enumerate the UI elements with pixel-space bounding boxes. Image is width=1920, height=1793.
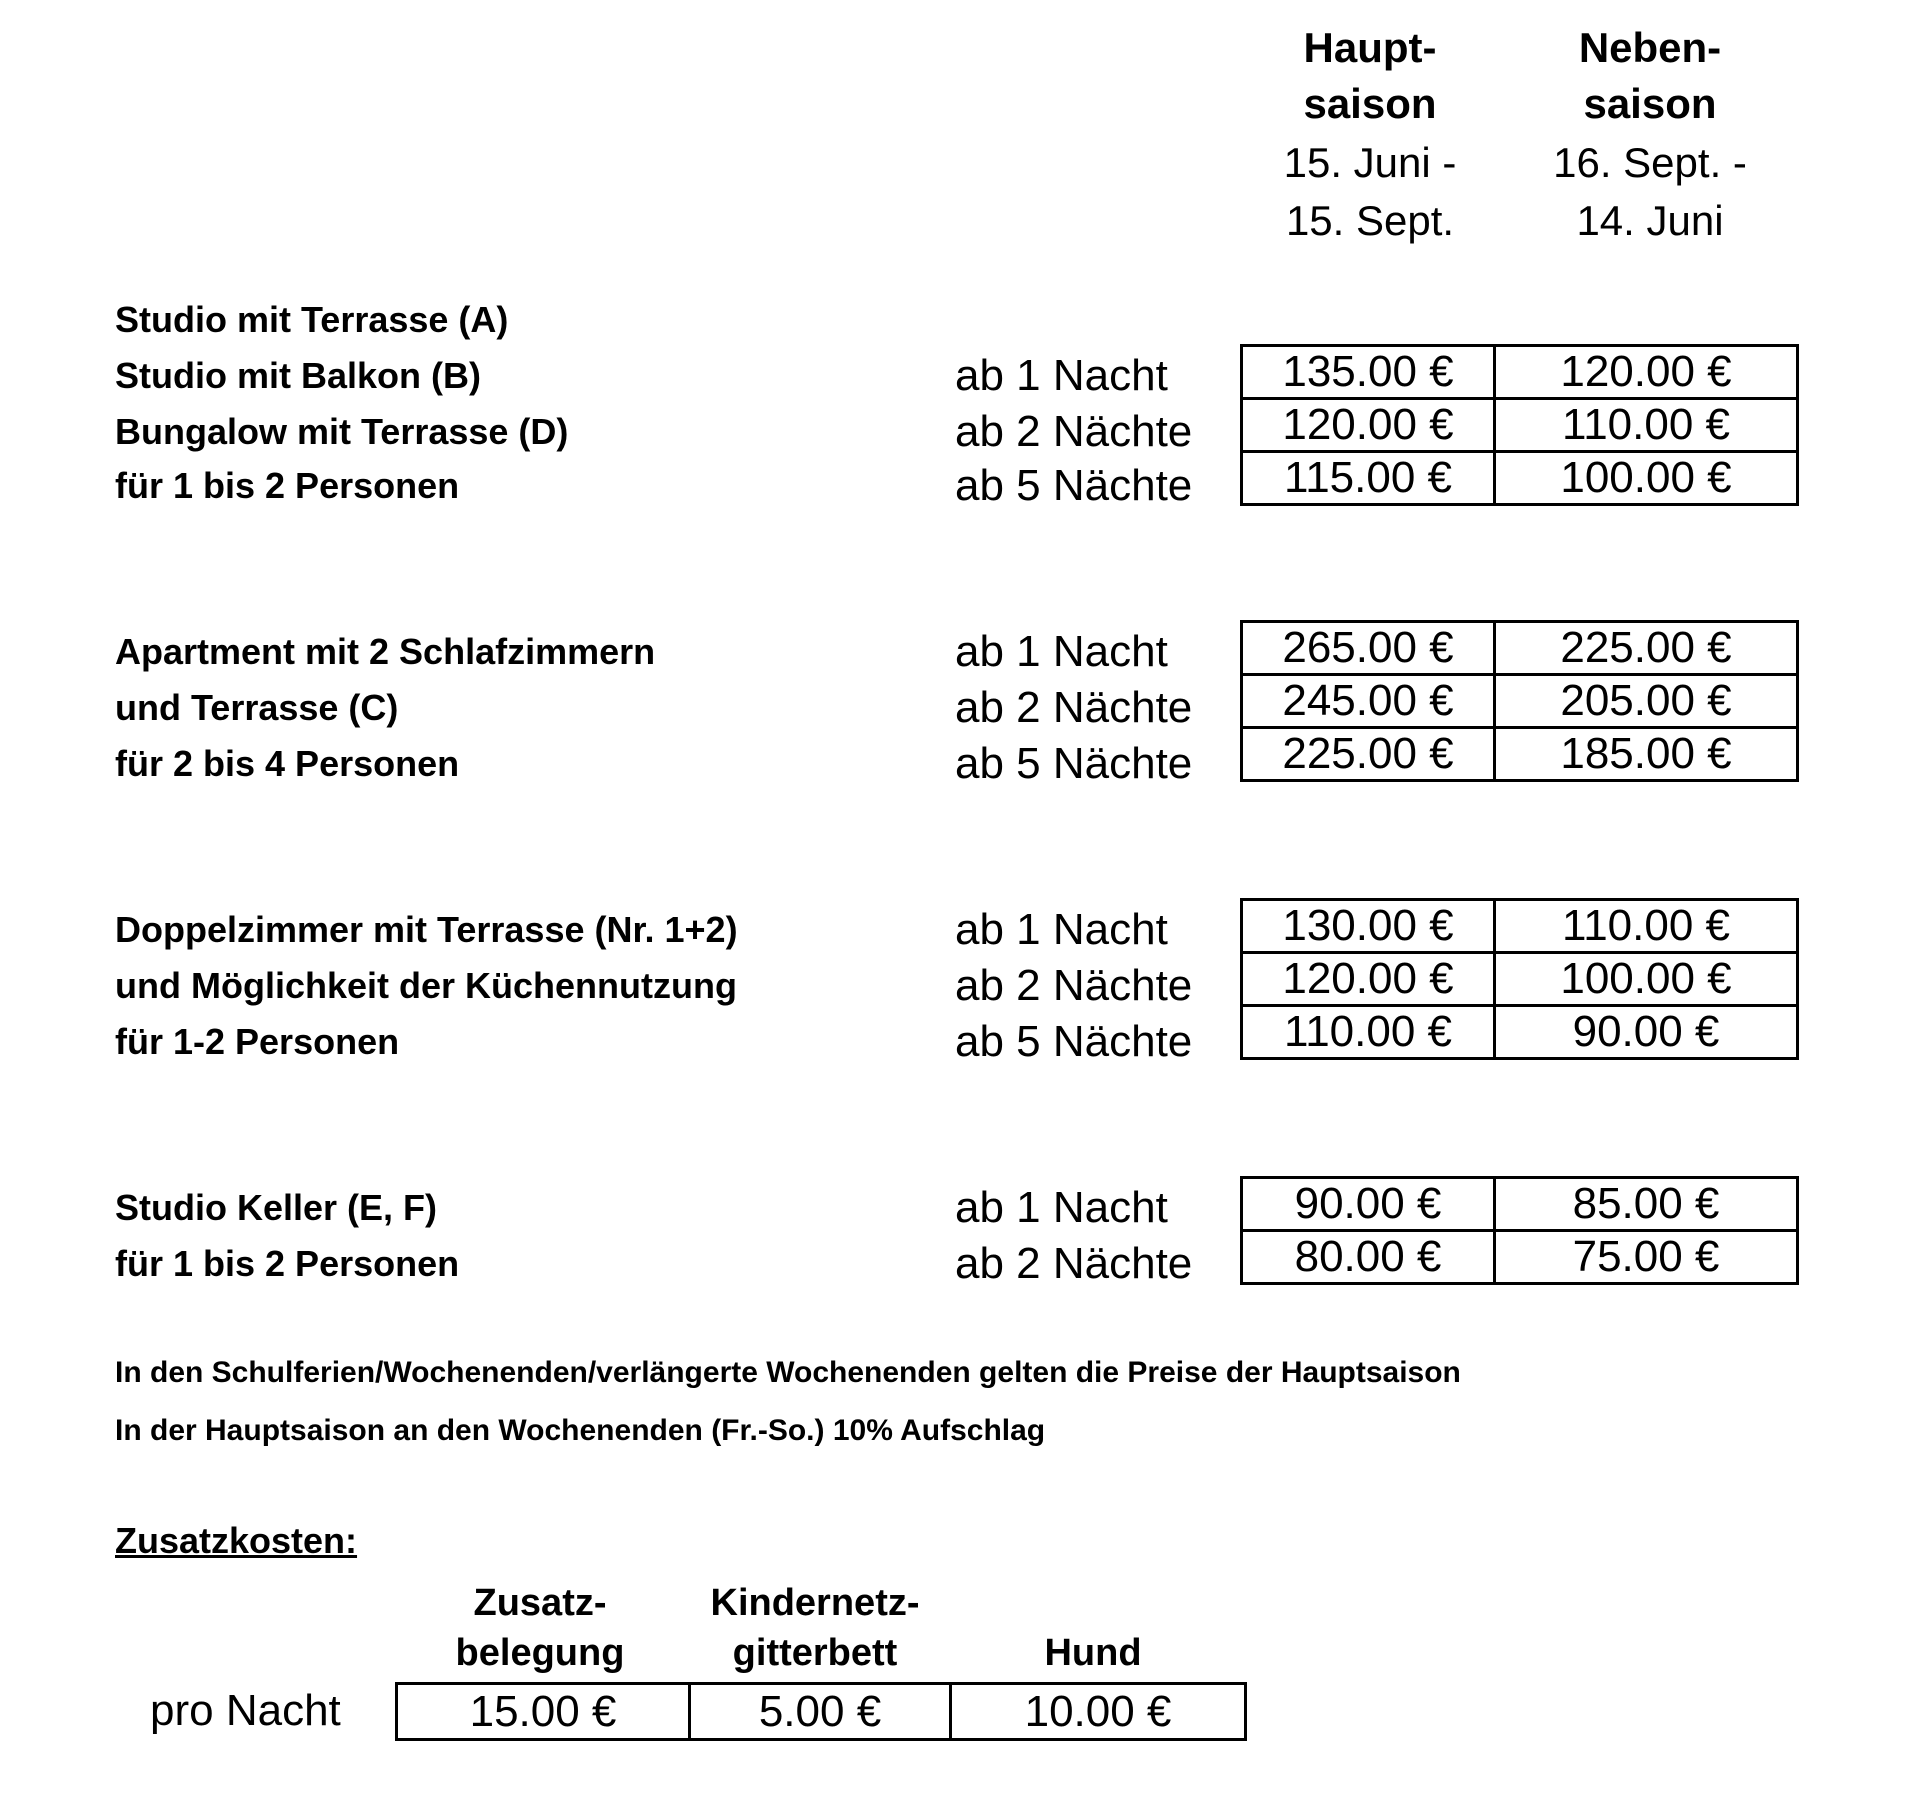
table-row	[1242, 399, 1798, 452]
nebensaison-dates-line2: 14. Juni	[1576, 197, 1724, 244]
pro-nacht-label: pro Nacht	[150, 1686, 341, 1735]
price-table	[1240, 620, 1799, 782]
price-neben: 110.00 €	[1495, 900, 1798, 953]
price-haupt: 90.00 €	[1242, 1178, 1495, 1231]
price-haupt: 120.00 €	[1242, 953, 1495, 1006]
nebensaison-header	[1500, 20, 1800, 132]
extras-title: Zusatzkosten:	[115, 1520, 358, 1561]
nebensaison-dates-line1: 16. Sept. -	[1553, 139, 1747, 186]
note-aufschlag: In der Hauptsaison an den Wochenenden (Fr.-So.) 10% Aufschlag	[115, 1414, 1046, 1447]
price-haupt: 110.00 €	[1242, 1006, 1495, 1059]
extras-value-kindernetzgitterbett: 5.00 €	[690, 1684, 951, 1740]
nights-label: ab 1 Nacht	[955, 1183, 1168, 1232]
category-label: und Terrasse (C)	[115, 687, 399, 728]
extras-header-line1: Zusatz-	[473, 1582, 607, 1624]
extras-value-hund: 10.00 €	[951, 1684, 1246, 1740]
price-table	[1240, 1176, 1799, 1285]
price-haupt: 265.00 €	[1242, 622, 1495, 675]
category-label: für 1 bis 2 Personen	[115, 1243, 460, 1284]
price-haupt: 120.00 €	[1242, 399, 1495, 452]
price-neben: 100.00 €	[1495, 953, 1798, 1006]
hauptsaison-dates	[1220, 134, 1520, 250]
table-row	[1242, 1006, 1798, 1059]
nebensaison-line1: Neben-	[1578, 24, 1722, 71]
price-neben: 110.00 €	[1495, 399, 1798, 452]
extras-value-zusatzbelegung: 15.00 €	[397, 1684, 690, 1740]
extras-header-kindernetzgitterbett	[685, 1578, 945, 1678]
category-label: Studio Keller (E, F)	[115, 1187, 438, 1228]
nights-label: ab 2 Nächte	[955, 407, 1193, 456]
table-row	[1242, 675, 1798, 728]
price-neben: 90.00 €	[1495, 1006, 1798, 1059]
category-label: für 1-2 Personen	[115, 1021, 400, 1062]
nights-label: ab 2 Nächte	[955, 1239, 1193, 1288]
category-label: Apartment mit 2 Schlafzimmern	[115, 631, 656, 672]
price-neben: 100.00 €	[1495, 452, 1798, 505]
price-table	[1240, 344, 1799, 506]
extras-header-line2: belegung	[455, 1632, 625, 1674]
table-row	[1242, 1178, 1798, 1231]
table-row	[1242, 900, 1798, 953]
extras-header-zusatzbelegung	[395, 1578, 685, 1678]
nights-label: ab 5 Nächte	[955, 739, 1193, 788]
nights-label: ab 1 Nacht	[955, 627, 1168, 676]
price-haupt: 135.00 €	[1242, 346, 1495, 399]
nights-label: ab 2 Nächte	[955, 961, 1193, 1010]
price-neben: 120.00 €	[1495, 346, 1798, 399]
extras-header-line2: gitterbett	[732, 1632, 898, 1674]
nights-label: ab 1 Nacht	[955, 351, 1168, 400]
price-neben: 225.00 €	[1495, 622, 1798, 675]
table-row	[1242, 346, 1798, 399]
price-neben: 185.00 €	[1495, 728, 1798, 781]
table-row	[397, 1684, 1246, 1740]
hauptsaison-line2: saison	[1303, 80, 1437, 127]
price-table	[1240, 898, 1799, 1060]
table-row	[1242, 622, 1798, 675]
nebensaison-dates	[1500, 134, 1800, 250]
category-label: für 1 bis 2 Personen	[115, 465, 460, 506]
price-neben: 75.00 €	[1495, 1231, 1798, 1284]
price-neben: 85.00 €	[1495, 1178, 1798, 1231]
table-row	[1242, 953, 1798, 1006]
hauptsaison-dates-line2: 15. Sept.	[1285, 197, 1455, 244]
category-label: Doppelzimmer mit Terrasse (Nr. 1+2)	[115, 909, 738, 950]
hauptsaison-dates-line1: 15. Juni -	[1283, 139, 1457, 186]
category-label: und Möglichkeit der Küchennutzung	[115, 965, 737, 1006]
category-label: für 2 bis 4 Personen	[115, 743, 460, 784]
hauptsaison-header	[1220, 20, 1520, 132]
price-haupt: 80.00 €	[1242, 1231, 1495, 1284]
nights-label: ab 5 Nächte	[955, 1017, 1193, 1066]
price-haupt: 225.00 €	[1242, 728, 1495, 781]
category-label: Studio mit Terrasse (A)	[115, 299, 509, 340]
category-label: Studio mit Balkon (B)	[115, 355, 481, 396]
extras-table	[395, 1682, 1247, 1741]
hauptsaison-line1: Haupt-	[1303, 24, 1437, 71]
extras-header-line1: Kindernetz-	[710, 1582, 920, 1624]
nights-label: ab 1 Nacht	[955, 905, 1168, 954]
table-row	[1242, 1231, 1798, 1284]
price-haupt: 115.00 €	[1242, 452, 1495, 505]
note-schulferien: In den Schulferien/Wochenenden/verlängerte Wochenenden gelten die Preise der Hauptsaison	[115, 1356, 1461, 1389]
nebensaison-line2: saison	[1583, 80, 1717, 127]
category-label: Bungalow mit Terrasse (D)	[115, 411, 569, 452]
nights-label: ab 2 Nächte	[955, 683, 1193, 732]
extras-header-hund: Hund	[1044, 1632, 1142, 1674]
price-neben: 205.00 €	[1495, 675, 1798, 728]
price-haupt: 130.00 €	[1242, 900, 1495, 953]
table-row	[1242, 452, 1798, 505]
price-haupt: 245.00 €	[1242, 675, 1495, 728]
nights-label: ab 5 Nächte	[955, 461, 1193, 510]
table-row	[1242, 728, 1798, 781]
